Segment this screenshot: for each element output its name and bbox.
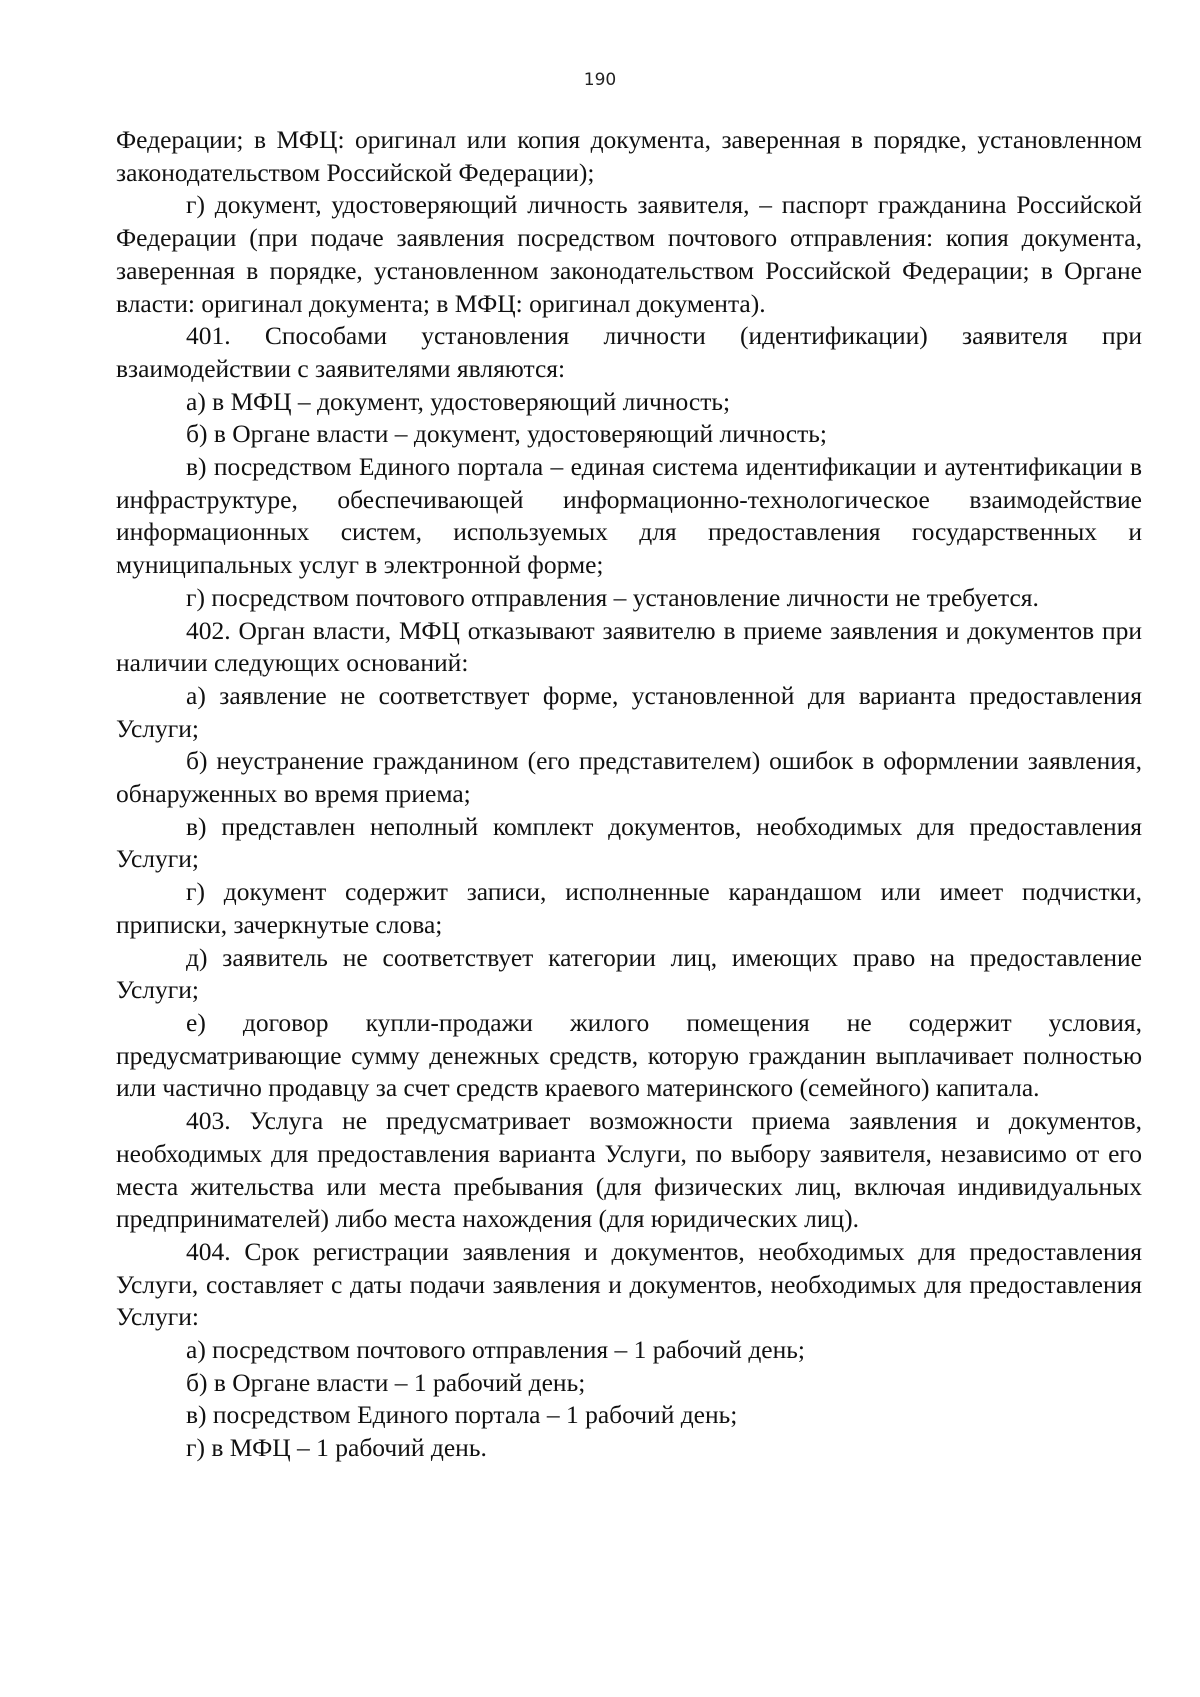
- list-item: д) заявитель не соответствует категории лиц, имеющих право на предоставление Услуги;: [116, 942, 1142, 1005]
- paragraph: Федерации; в МФЦ: оригинал или копия документа, заверенная в порядке, установленном законодательством Российской Федерации);: [116, 125, 1142, 187]
- list-item: а) посредством почтового отправления – 1 рабочий день;: [186, 1335, 805, 1365]
- list-item: а) в МФЦ – документ, удостоверяющий личность;: [186, 386, 731, 416]
- page-number: 190: [583, 70, 617, 90]
- clause-404: 404. Срок регистрации заявления и документов, необходимых для предоставления Услуги, составляет с даты подачи заявления и документов, необходимых для предоставления Услуги:: [116, 1236, 1142, 1332]
- list-item: б) неустранение гражданином (его представителем) ошибок в оформлении заявления, обнаруженных во время приема;: [116, 746, 1142, 809]
- list-item: в) представлен неполный комплект документов, необходимых для предоставления Услуги;: [116, 811, 1142, 874]
- list-item: г) документ содержит записи, исполненные карандашом или имеет подчистки, приписки, зачеркнутые слова;: [116, 877, 1142, 939]
- list-item: в) посредством Единого портала – единая система идентификации и аутентификации в инфраструктуре, обеспечивающей информационно-технологическое взаимодействие информационных систем, используемых для предоставления государственных и муниципальных услуг в электронной форме;: [116, 452, 1142, 580]
- list-item: а) заявление не соответствует форме, установленной для варианта предоставления Услуги;: [116, 680, 1142, 743]
- list-item: г) посредством почтового отправления – установление личности не требуется.: [186, 582, 1039, 612]
- document-body: [116, 124, 1142, 1465]
- clause-403: 403. Услуга не предусматривает возможности приема заявления и документов, необходимых для предоставления варианта Услуги, по выбору заявителя, независимо от его места жительства или места пребывания (для физических лиц, включая индивидуальных предпринимателей) либо места нахождения (для юридических лиц).: [116, 1106, 1142, 1234]
- clause-401: 401. Способами установления личности (идентификации) заявителя при взаимодействии с заявителями являются:: [116, 321, 1142, 383]
- clause-402: 402. Орган власти, МФЦ отказывают заявителю в приеме заявления и документов при наличии следующих оснований:: [116, 615, 1142, 678]
- list-item: б) в Органе власти – 1 рабочий день;: [186, 1367, 586, 1397]
- list-item: г) документ, удостоверяющий личность заявителя, – паспорт гражданина Российской Федерации (при подаче заявления посредством почтового отправления: копия документа, заверенная в порядке, установленном законодательством Российской Федерации; в Органе власти: оригинал документа; в МФЦ: оригинал документа).: [116, 190, 1142, 318]
- list-item: е) договор купли-продажи жилого помещения не содержит условия, предусматривающие сумму денежных средств, которую гражданин выплачивает полностью или частично продавцу за счет средств краевого материнского (семейного) капитала.: [116, 1007, 1142, 1103]
- list-item: в) посредством Единого портала – 1 рабочий день;: [186, 1400, 738, 1430]
- list-item: г) в МФЦ – 1 рабочий день.: [186, 1433, 487, 1463]
- list-item: б) в Органе власти – документ, удостоверяющий личность;: [186, 419, 827, 449]
